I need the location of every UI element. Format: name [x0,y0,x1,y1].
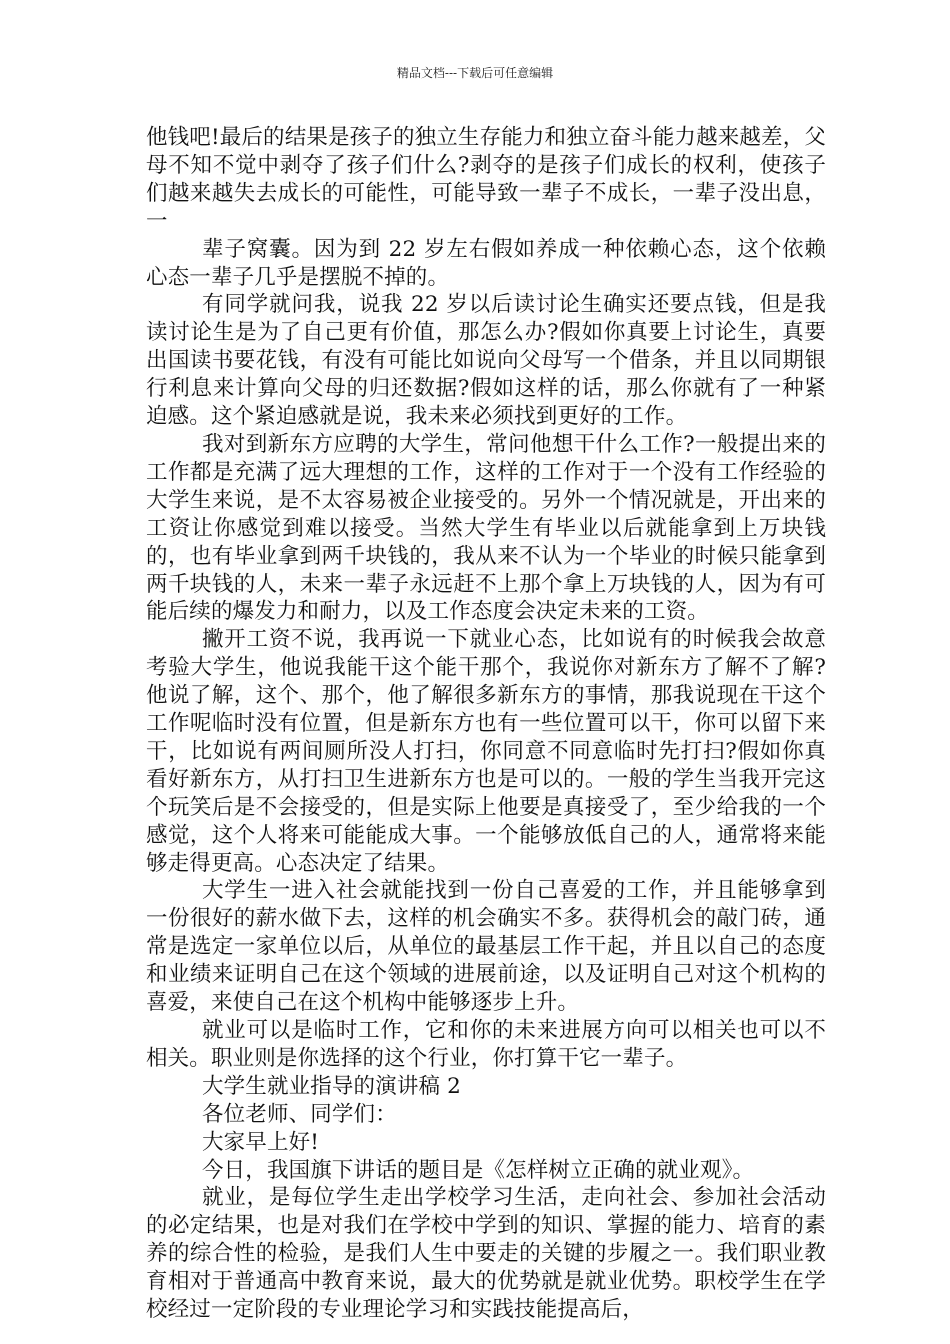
paragraph-continued: 他钱吧!最后的结果是孩子的独立生存能力和独立奋斗能力越来越差，父母不知不觉中剥夺了孩子们什么?剥夺的是孩子们成长的权利，使孩子们越来越失去成长的可能性，可能导致一辈子不成长，一辈子没出息，一 [146,125,826,234]
paragraph: 有同学就问我，说我 22 岁以后读讨论生确实还要点钱，但是我读讨论生是为了自己更有价值，那怎么办?假如你真要上讨论生，真要出国读书要花钱，有没有可能比如说向父母写一个借条，并且以同期银行利息来计算向父母的归还数据?假如这样的话，那么你就有了一种紧迫感。这个紧迫感就是说，我未来必须找到更好的工作。 [146,292,826,430]
paragraph: 就业，是每位学生走出学校学习生活，走向社会、参加社会活动的必定结果，也是对我们在学校中学到的知识、掌握的能力、培育的素养的综合性的检验，是我们人生中要走的关键的步履之一。我们职业教育相对于普通高中教育来说，最大的优势就是就业优势。职校学生在学校经过一定阶段的专业理论学习和实践技能提高后， [146,1185,826,1323]
paragraph: 辈子窝囊。因为到 22 岁左右假如养成一种依赖心态，这个依赖心态一辈子几乎是摆脱不掉的。 [146,236,826,290]
paragraph: 就业可以是临时工作，它和你的未来进展方向可以相关也可以不相关。职业则是你选择的这个行业，你打算干它一辈子。 [146,1018,826,1071]
paragraph: 大学生一进入社会就能找到一份自己喜爱的工作，并且能够拿到一份很好的薪水做下去，这样的机会确实不多。获得机会的敲门砖，通常是选定一家单位以后，从单位的最基层工作干起，并且以自己的态度和业绩来证明自己在这个领域的进展前途，以及证明自己对这个机构的喜爱，来使自己在这个机构中能够逐步上升。 [146,878,826,1016]
page-header: 精品文档---下载后可任意编辑 [396,66,554,80]
paragraph: 我对到新东方应聘的大学生，常问他想干什么工作?一般提出来的工作都是充满了远大理想的工作，这样的工作对于一个没有工作经验的大学生来说，是不太容易被企业接受的。另外一个情况就是，开出来的工资让你感觉到难以接受。当然大学生有毕业以后就能拿到上万块钱的，也有毕业拿到两千块钱的，我从来不认为一个毕业的时候只能拿到两千块钱的人，未来一辈子永远赶不上那个拿上万块钱的人，因为有可能后续的爆发力和耐力，以及工作态度会决定未来的工资。 [146,431,826,625]
salutation: 各位老师、同学们： [202,1101,397,1127]
greeting: 大家早上好! [202,1129,320,1155]
paragraph: 今日，我国旗下讲话的题目是《怎样树立正确的就业观》。 [202,1157,755,1183]
section-title: 大学生就业指导的演讲稿 2 [202,1073,461,1099]
paragraph: 撇开工资不说，我再说一下就业心态，比如说有的时候我会故意考验大学生，他说我能干这个能干那个，我说你对新东方了解不了解?他说了解，这个、那个，他了解很多新东方的事情，那我说现在干这个工作呢临时没有位置，但是新东方也有一些位置可以干，你可以留下来干，比如说有两间厕所没人打扫，你同意不同意临时先打扫?假如你真看好新东方，从打扫卫生进新东方也是可以的。一般的学生当我开完这个玩笑后是不会接受的，但是实际上他要是真接受了，至少给我的一个感觉，这个人将来可能能成大事。一个能够放低自己的人，通常将来能够走得更高。心态决定了结果。 [146,627,826,876]
document-body [146,124,826,1324]
